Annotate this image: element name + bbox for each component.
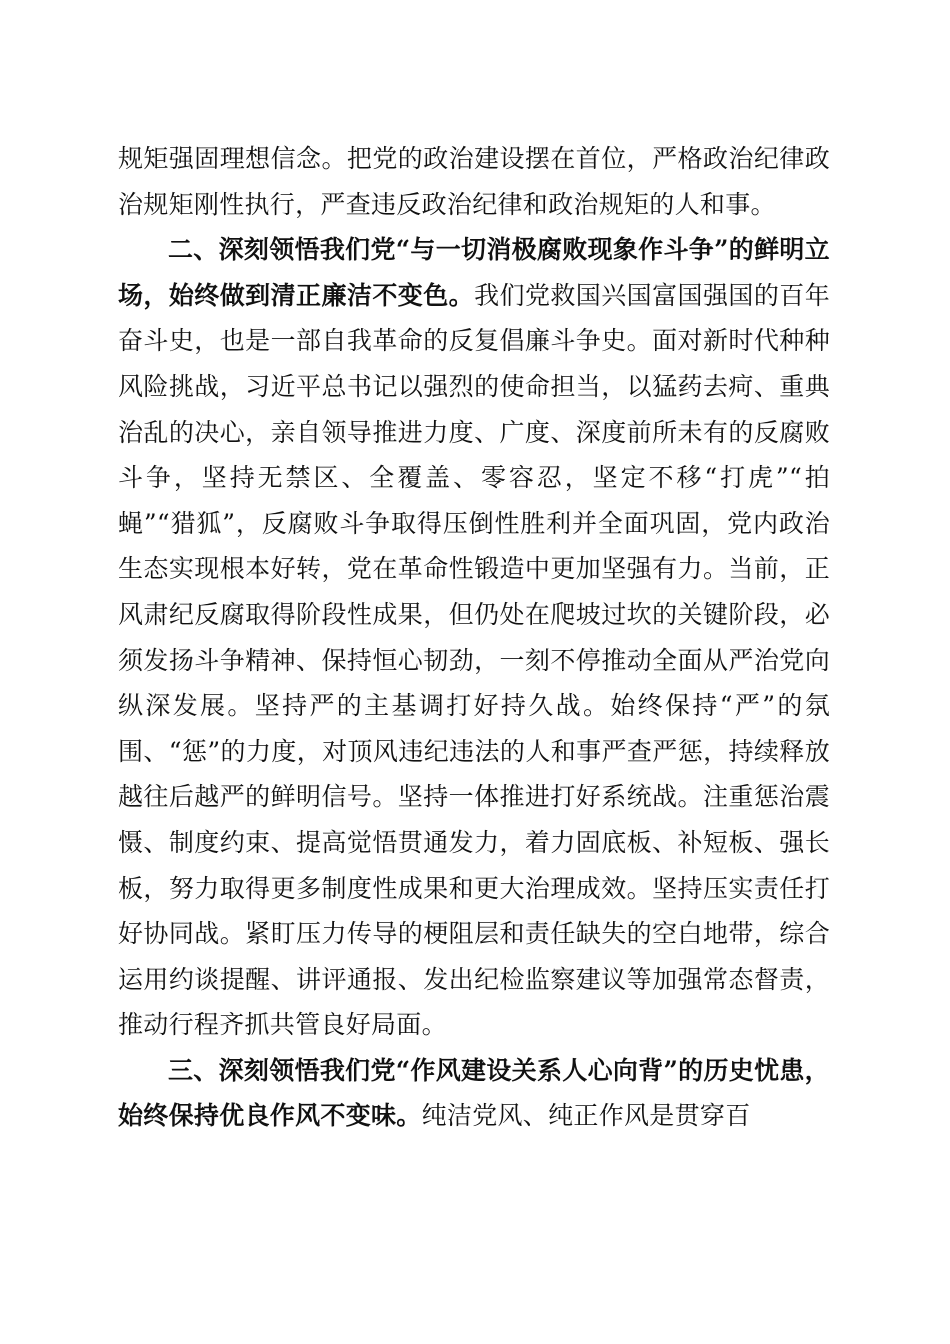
paragraph-2	[118, 227, 830, 1048]
paragraph-3-body: 纯洁党风、纯正作风是贯穿百	[421, 1101, 751, 1131]
paragraph-1-body: 规矩强固理想信念。把党的政治建设摆在首位，严格政治纪律政治规矩刚性执行，严查违反政治纪律和政治规矩的人和事。	[118, 144, 830, 219]
paragraph-3-heading: 三、深刻领悟我们党“作风建设关系人心向背”的历史忧患，始终保持优良作风不变味。	[118, 1055, 830, 1131]
document-page	[118, 136, 830, 1139]
paragraph-2-heading: 二、深刻领悟我们党“与一切消极腐败现象作斗争”的鲜明立场，始终做到清正廉洁不变色。	[118, 235, 830, 310]
paragraph-1	[118, 136, 830, 227]
paragraph-3	[118, 1048, 830, 1139]
paragraph-2-body: 我们党救国兴国富国强国的百年奋斗史，也是一部自我革命的反复倡廉斗争史。面对新时代种种风险挑战，习近平总书记以强烈的使命担当，以猛药去疴、重典治乱的决心，亲自领导推进力度、广度、深度前所未有的反腐败斗争，坚持无禁区、全覆盖、零容忍，坚定不移“打虎”“拍蝇”“猎狐”，反腐败斗争取得压倒性胜利并全面巩固，党内政治生态实现根本好转，党在革命性锻造中更加坚强有力。当前，正风肃纪反腐取得阶段性成果，但仍处在爬坡过坎的关键阶段，必须发扬斗争精神、保持恒心韧劲，一刻不停推动全面从严治党向纵深发展。坚持严的主基调打好持久战。始终保持“严”的氛围、“惩”的力度，对顶风违纪违法的人和事严查严惩，持续释放越往后越严的鲜明信号。坚持一体推进打好系统战。注重惩治震慑、制度约束、提高觉悟贯通发力，着力固底板、补短板、强长板，努力取得更多制度性成果和更大治理成效。坚持压实责任打好协同战。紧盯压力传导的梗阻层和责任缺失的空白地带，综合运用约谈提醒、讲评通报、发出纪检监察建议等加强常态督责，推动行程齐抓共管良好局面。	[118, 280, 831, 1040]
